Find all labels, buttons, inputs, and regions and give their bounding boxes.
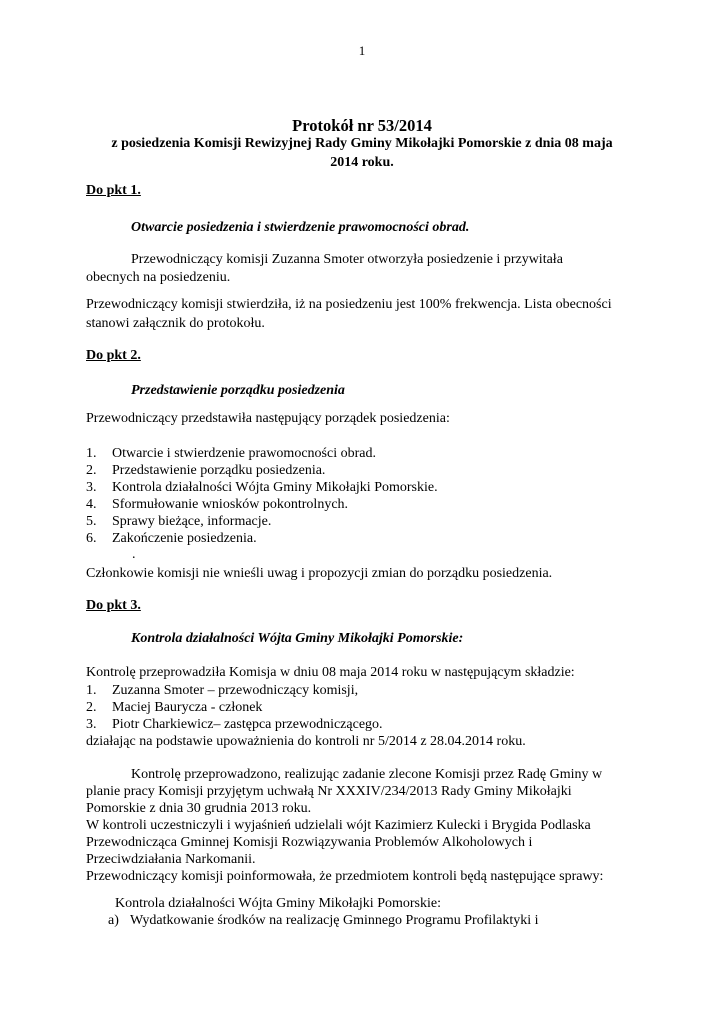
member-item: 2. Maciej Baurycza - członek [86, 700, 263, 715]
pkt3-paragraph-line: Kontrolę przeprowadzono, realizując zadanie zlecone Komisji przez Radę Gminy w [131, 767, 603, 782]
pkt3-paragraph-line: W kontroli uczestniczyli i wyjaśnień udzielali wójt Kazimierz Kulecki i Brygida Podlaska [86, 818, 591, 833]
pkt2-subheading: Przedstawienie porządku posiedzenia [131, 383, 345, 398]
section-heading-pkt3: Do pkt 3. [86, 598, 141, 613]
section-heading-pkt2: Do pkt 2. [86, 348, 141, 363]
control-item-a: a) Wydatkowanie środków na realizację Gminnego Programu Profilaktyki i [108, 913, 539, 928]
pkt1-paragraph-1-line-1: Przewodniczący komisji Zuzanna Smoter otworzyła posiedzenie i przywitała [131, 252, 563, 267]
control-title: Kontrola działalności Wójta Gminy Mikołajki Pomorskie: [115, 896, 441, 911]
pkt1-paragraph-2-line-1: Przewodniczący komisji stwierdziła, iż na posiedzeniu jest 100% frekwencja. Lista obecności [86, 297, 612, 312]
pkt3-paragraph-line: Przeciwdziałania Narkomanii. [86, 852, 256, 867]
subtitle-line-2: 2014 roku. [330, 155, 394, 170]
member-item: 1. Zuzanna Smoter – przewodniczący komisji, [86, 683, 359, 698]
agenda-item: 5. Sprawy bieżące, informacje. [86, 514, 272, 529]
page-number: 1 [358, 43, 366, 58]
pkt3-paragraph-line: planie pracy Komisji przyjętym uchwałą Nr XXXIV/234/2013 Rady Gminy Mikołajki [86, 784, 572, 799]
document-subtitle [0, 134, 724, 172]
pkt2-closing: Członkowie komisji nie wnieśli uwag i propozycji zmian do porządku posiedzenia. [86, 566, 553, 581]
section-heading-pkt1: Do pkt 1. [86, 183, 141, 198]
pkt3-paragraph-line: Pomorskie z dnia 30 grudnia 2013 roku. [86, 801, 312, 816]
document-title: Protokół nr 53/2014 [292, 116, 432, 135]
agenda-item: 3. Kontrola działalności Wójta Gminy Mikołajki Pomorskie. [86, 480, 438, 495]
agenda-item: 6. Zakończenie posiedzenia. [86, 531, 257, 546]
pkt3-intro: Kontrolę przeprowadziła Komisja w dniu 08 maja 2014 roku w następującym składzie: [86, 665, 575, 680]
agenda-item: 1. Otwarcie i stwierdzenie prawomocności obrad. [86, 446, 376, 461]
pkt1-paragraph-2-line-2: stanowi załącznik do protokołu. [86, 316, 265, 331]
pkt3-paragraph-line: Przewodnicząca Gminnej Komisji Rozwiązywania Problemów Alkoholowych i [86, 835, 533, 850]
pkt2-intro: Przewodniczący przedstawiła następujący porządek posiedzenia: [86, 411, 450, 426]
pkt1-subheading: Otwarcie posiedzenia i stwierdzenie prawomocności obrad. [131, 220, 470, 235]
pkt3-basis: działając na podstawie upoważnienia do kontroli nr 5/2014 z 28.04.2014 roku. [86, 734, 526, 749]
member-item: 3. Piotr Charkiewicz– zastępca przewodniczącego. [86, 717, 383, 732]
agenda-item: 4. Sformułowanie wniosków pokontrolnych. [86, 497, 349, 512]
pkt1-paragraph-1-line-2: obecnych na posiedzeniu. [86, 270, 231, 285]
stray-dot: . [132, 547, 136, 562]
pkt3-subheading: Kontrola działalności Wójta Gminy Mikołajki Pomorskie: [131, 631, 464, 646]
agenda-item: 2. Przedstawienie porządku posiedzenia. [86, 463, 326, 478]
subtitle-line-1: z posiedzenia Komisji Rewizyjnej Rady Gminy Mikołajki Pomorskie z dnia 08 maja [111, 136, 613, 151]
pkt3-paragraph-line: Przewodniczący komisji poinformowała, że przedmiotem kontroli będą następujące sprawy: [86, 869, 604, 884]
